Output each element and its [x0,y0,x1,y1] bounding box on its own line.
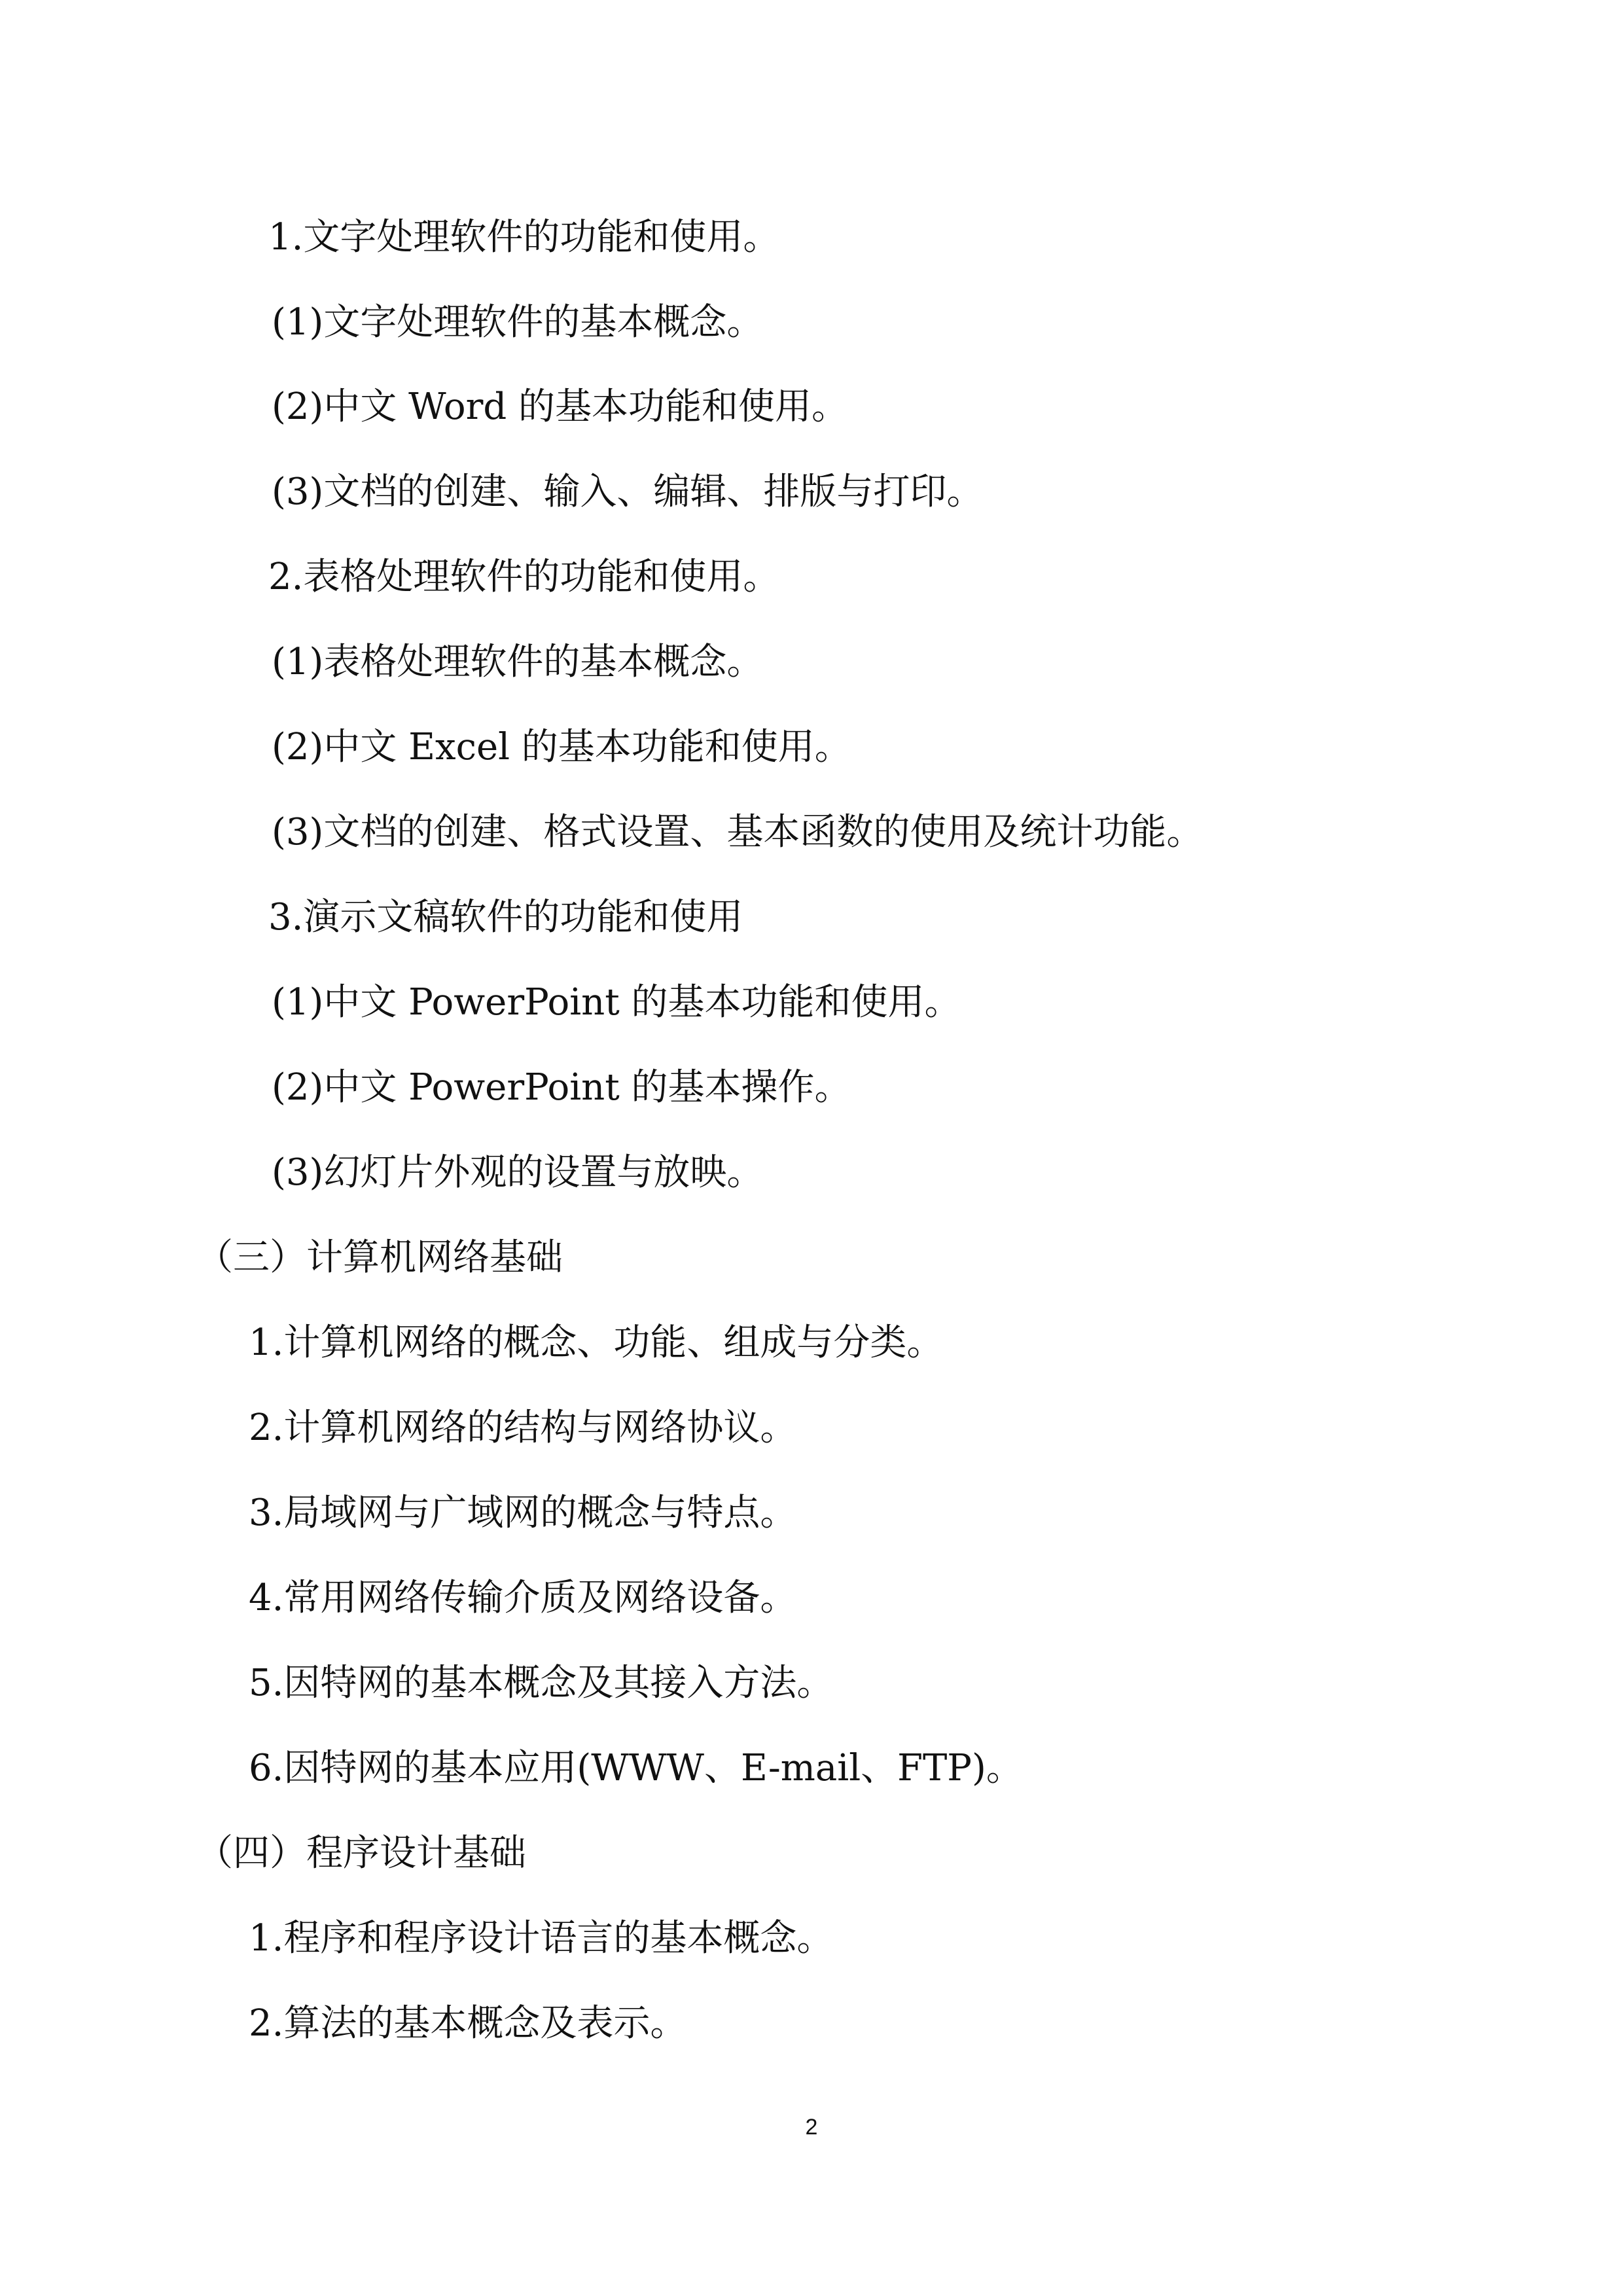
list-item-2: 2.表格处理软件的功能和使用。 [268,556,780,598]
sub-item-1-3: (3)文档的创建、输入、编辑、排版与打印。 [272,471,984,513]
sub-item-3-1: (1)中文 PowerPoint 的基本功能和使用。 [272,981,961,1024]
section-heading-3: （三）计算机网络基础 [196,1236,563,1279]
network-item-1: 1.计算机网络的概念、功能、组成与分类。 [249,1321,944,1364]
network-item-2: 2.计算机网络的结构与网络协议。 [249,1407,797,1449]
sub-item-1-1: (1)文字处理软件的基本概念。 [272,301,764,344]
network-item-5: 5.因特网的基本概念及其接入方法。 [249,1662,834,1704]
programming-item-2: 2.算法的基本概念及表示。 [249,2002,687,2045]
programming-item-1: 1.程序和程序设计语言的基本概念。 [249,1917,834,1960]
sub-item-2-2: (2)中文 Excel 的基本功能和使用。 [272,726,851,768]
sub-item-3-2: (2)中文 PowerPoint 的基本操作。 [272,1066,851,1109]
sub-item-3-3: (3)幻灯片外观的设置与放映。 [272,1151,764,1194]
section-heading-4: （四）程序设计基础 [196,1832,526,1874]
network-item-6: 6.因特网的基本应用(WWW、E-mail、FTP)。 [249,1747,1023,1789]
list-item-1: 1.文字处理软件的功能和使用。 [268,216,780,259]
page-number: 2 [805,2115,818,2140]
network-item-4: 4.常用网络传输介质及网络设备。 [249,1577,797,1619]
list-item-3: 3.演示文稿软件的功能和使用 [268,896,743,939]
sub-item-1-2: (2)中文 Word 的基本功能和使用。 [272,386,849,428]
sub-item-2-1: (1)表格处理软件的基本概念。 [272,641,764,683]
sub-item-2-3: (3)文档的创建、格式设置、基本函数的使用及统计功能。 [272,811,1204,853]
network-item-3: 3.局域网与广域网的概念与特点。 [249,1492,797,1534]
